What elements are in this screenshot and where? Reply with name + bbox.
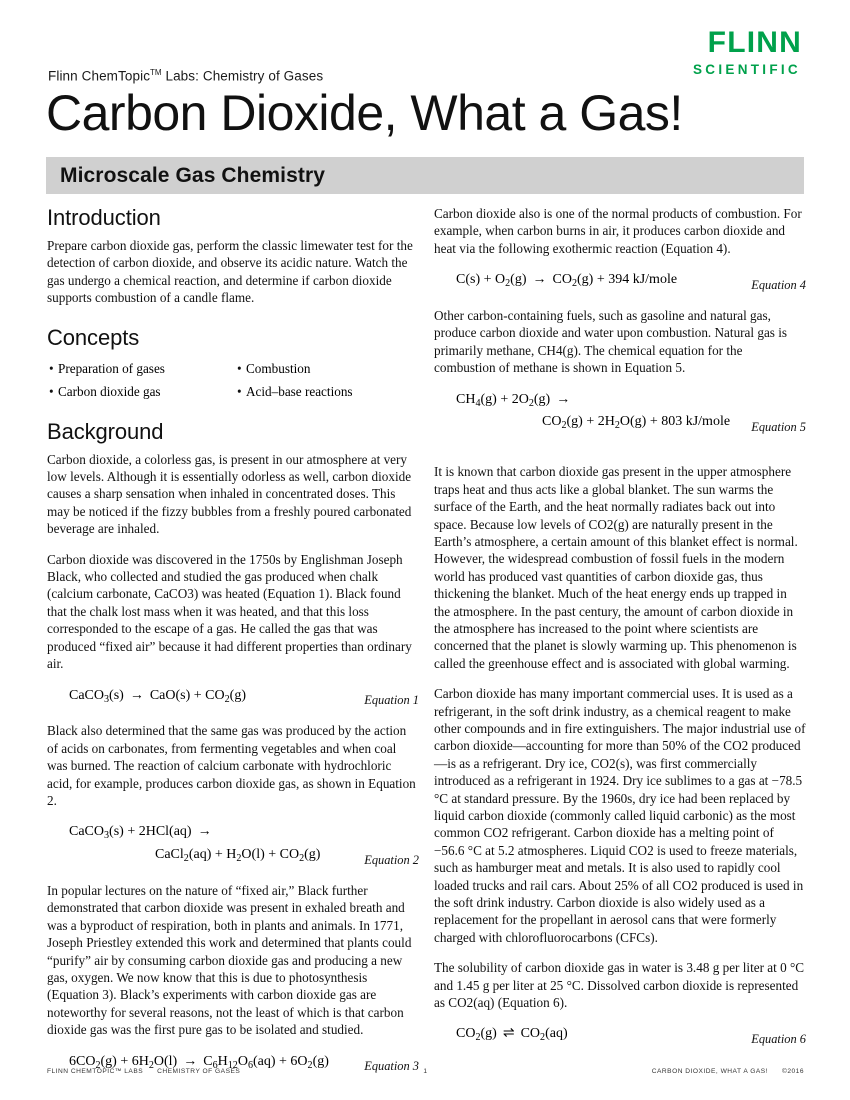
equation-5-label: Equation 5 <box>751 420 806 435</box>
equation-5-line-1 <box>434 390 806 413</box>
eq3-c: O(l) <box>153 1053 178 1069</box>
equation-1-label: Equation 1 <box>364 693 419 708</box>
equilibrium-arrow-icon: ⇌ <box>502 1026 515 1042</box>
eq3-h: (g) <box>312 1053 329 1069</box>
concept-label: Acid–base reactions <box>246 383 353 399</box>
equation-3-label: Equation 3 <box>364 1059 419 1074</box>
footer-series: FLINN CHEMTOPIC™ LABS <box>47 1068 144 1075</box>
trademark-mark: TM <box>150 68 162 77</box>
equation-2-line-1 <box>47 822 419 845</box>
background-paragraph-2: Carbon dioxide was discovered in the 1750s by Englishman Joseph Black, who collected and studied the gas produced when chalk (calcium carbonate, CaCO3) was heated (Equation 1). Black found that the chalk lost mass when it was heated, and that this loss corresponded to the escape of a gas. He called the gas that was produced “fixed air” because it had different properties than ordinary air. <box>47 551 412 672</box>
eq5-b: (g) + 2O <box>480 391 529 407</box>
reaction-arrow-icon: → <box>129 687 144 703</box>
eq1-b: (s) <box>109 687 124 703</box>
eq5-a: CH <box>456 391 476 407</box>
eq4-c: CO <box>552 272 572 288</box>
right-paragraph-3: It is known that carbon dioxide gas present in the upper atmosphere traps heat and thus acts like a global blanket. The sun warms the surface of the Earth, and the heat normally radiates back out into space. Because low levels of CO2(g) are naturally present in the Earth’s atmosphere, a certain amount of this blanket effect is normal. However, the widespread combustion of fossil fuels in the modern world has produced vast quantities of carbon dioxide gas, thus thickening the blanket. Much of the heat energy ends up trapped in the atmosphere. In the past century, the amount of carbon dioxide in the atmosphere has increased to the point where scientists are concerned that the planet is slowly warming up. This phenomenon is called the greenhouse effect and is associated with global warming. <box>434 464 798 671</box>
heading-background: Background <box>47 418 164 444</box>
bullet-glyph: • <box>237 383 242 399</box>
footer-page-number: 1 <box>423 1068 428 1075</box>
eq6-a: CO <box>456 1026 476 1042</box>
eq3-b: (g) + 6H <box>100 1053 149 1069</box>
concepts-list <box>47 357 419 401</box>
eq3-f-sub: 6 <box>247 1059 253 1071</box>
concept-item <box>237 357 353 380</box>
kicker-line <box>48 68 323 84</box>
eq4-b: (g) <box>510 272 527 288</box>
eq1-a-sub: 3 <box>104 693 110 705</box>
reaction-arrow-icon: → <box>532 272 547 288</box>
eq5-a-sub: 4 <box>475 397 481 409</box>
eq2-d-sub: 2 <box>236 852 242 864</box>
eq4-d: (g) + 394 kJ/mole <box>577 272 678 288</box>
concept-label: Combustion <box>246 360 311 376</box>
eq4-a-sub: 2 <box>505 278 511 290</box>
eq3-d-sub: 6 <box>212 1059 218 1071</box>
background-paragraph-3: Black also determined that the same gas was produced by the action of acids on carbonates, from fermenting vegetables and when coal was burned. The reaction of calcium carbonate with hydrochloric acid, for example, produces carbon dioxide gas, as shown in Equation 2. <box>47 723 416 808</box>
right-paragraph-1: Carbon dioxide also is one of the normal products of combustion. For example, when carbon burns in air, it produces carbon dioxide and heat via the following exothermic reaction (Equation 4). <box>434 206 802 256</box>
subtitle-label: Microscale Gas Chemistry <box>60 164 326 187</box>
footer-copyright: ©2016 <box>781 1068 804 1075</box>
eq2-a: CaCO <box>69 824 104 840</box>
concept-item <box>237 380 353 403</box>
eq2-c-sub: 2 <box>183 852 189 864</box>
eq1-c-sub: 2 <box>224 693 230 705</box>
footer-right <box>652 1068 804 1075</box>
bullet-glyph: • <box>237 360 242 376</box>
footer-left <box>47 1068 240 1075</box>
equation-5 <box>434 390 806 436</box>
eq3-d: C <box>203 1053 213 1069</box>
background-paragraph-1: Carbon dioxide, a colorless gas, is present in our atmosphere at very low levels. Although it is essentially odorless as well, carbon dioxide causes a sharp sensation when inhaled in concentrated doses. This may be noticed if the fizzy bubbles from a freshly poured carbonated beverage are inhaled. <box>47 451 412 537</box>
flinn-scientific-logo <box>693 28 802 77</box>
eq6-b: (g) <box>480 1026 497 1042</box>
kicker-before: Flinn ChemTopic <box>48 68 151 84</box>
eq5-d-sub: 2 <box>561 420 567 432</box>
eq5-c: (g) <box>533 391 551 407</box>
concept-label: Preparation of gases <box>58 360 165 376</box>
eq2-b: (s) + 2HCl(aq) <box>109 824 192 840</box>
background-paragraph-4: In popular lectures on the nature of “fixed air,” Black further demonstrated that carbon dioxide was present in exhaled breath and was a byproduct of respiration, both in plants and animals. In 1771, Joseph Priestley extended this work and determined that plants could “purify” air by consuming carbon dioxide gas and producing a new gas, oxygen. We now know that this is due to photosynthesis (Equation 3). Black’s experiments with carbon dioxide gas are noteworthy for several reasons, not the least of which is that carbon dioxide gas was the first pure gas to be isolated and studied. <box>47 882 412 1038</box>
equation-4 <box>434 270 806 293</box>
eq6-d: (aq) <box>545 1026 568 1042</box>
eq1-d: (g) <box>229 687 246 703</box>
kicker-after: Labs: Chemistry of Gases <box>165 68 324 84</box>
reaction-arrow-icon: → <box>197 824 212 840</box>
equation-1 <box>47 686 419 709</box>
footer-topic: CHEMISTRY OF GASES <box>157 1068 241 1075</box>
eq1-c: CaO(s) + CO <box>149 687 225 703</box>
eq3-a-sub: 2 <box>95 1059 101 1071</box>
equation-2-label: Equation 2 <box>364 852 419 867</box>
eq3-g: (aq) + 6O <box>252 1053 308 1069</box>
eq4-c-sub: 2 <box>571 278 577 290</box>
eq2-e: O(l) + CO <box>241 847 300 863</box>
eq1-a: CaCO <box>69 687 104 703</box>
heading-introduction: Introduction <box>47 205 161 230</box>
eq3-b-sub: 2 <box>148 1059 154 1071</box>
eq2-e-sub: 2 <box>299 852 305 864</box>
eq3-e-sub: 12 <box>227 1059 238 1071</box>
right-paragraph-5: The solubility of carbon dioxide gas in water is 3.48 g per liter at 0 °C and 1.45 g per liter at 25 °C. Dissolved carbon dioxide is represented as CO2(aq) (Equation 6). <box>434 960 805 1011</box>
reaction-arrow-icon: → <box>183 1053 198 1069</box>
right-column <box>434 205 806 1061</box>
eq6-c-sub: 2 <box>540 1032 546 1044</box>
bullet-glyph: • <box>49 360 54 376</box>
eq2-f: (g) <box>304 847 321 863</box>
eq3-e: H <box>217 1053 228 1069</box>
reaction-arrow-icon: → <box>556 391 571 407</box>
eq2-c: CaCl <box>155 847 184 863</box>
footer-activity-title: CARBON DIOXIDE, WHAT A GAS! <box>651 1068 768 1075</box>
introduction-paragraph: Prepare carbon dioxide gas, perform the classic limewater test for the detection of carbon dioxide, and observe its acidic nature. Watch the gas undergo a chemical reaction, and determine if carbon dioxide supports combustion of a candle flame. <box>47 238 413 306</box>
eq3-f: O <box>237 1053 248 1069</box>
concepts-column-2 <box>237 357 353 403</box>
subtitle-banner <box>46 157 804 194</box>
concept-item <box>49 357 165 380</box>
page-header <box>48 28 802 148</box>
eq5-e-sub: 2 <box>614 420 620 432</box>
concept-label: Carbon dioxide gas <box>58 383 161 399</box>
equation-4-label: Equation 4 <box>751 278 806 293</box>
page-title: Carbon Dioxide, What a Gas! <box>46 85 683 141</box>
page-footer <box>47 1068 804 1082</box>
equation-6 <box>434 1024 806 1047</box>
concepts-column-1 <box>49 357 165 403</box>
eq5-e: (g) + 2H <box>566 414 615 430</box>
eq3-g-sub: 2 <box>307 1059 313 1071</box>
eq6-c: CO <box>520 1026 541 1042</box>
eq6-a-sub: 2 <box>475 1032 481 1044</box>
logo-wordmark: FLINN <box>707 26 802 59</box>
equation-2 <box>47 822 419 868</box>
right-paragraph-4: Carbon dioxide has many important commercial uses. It is used as a refrigerant, in the soft drink industry, as a chemical reagent to make other compounds and in fire extinguishers. The major industrial use of carbon dioxide—accounting for more than 50% of the CO2 produced—is as a refrigerant. Dry ice, CO2(s), was first commercially introduced as a refrigerant in 1924. Dry ice sublimes to a gas at −78.5 °C at standard pressure. By the 1960s, dry ice had been replaced by liquid carbon dioxide (commonly called liquid carbonic) as the most common CO2 refrigerant. Carbon dioxide has a melting point of −56.6 °C at 5.2 atmospheres. Liquid CO2 is used to freeze materials, such as hamburger meat and metals. It is also used to rapidly cool loaded trucks and rail cars. About 25% of all CO2 produced is used in the soft drink industry. Carbon dioxide is also widely used as a replacement for the propellant in aerosol cans that were formerly charged with chlorofluorocarbons (CFCs). <box>434 686 806 945</box>
logo-subtext: SCIENTIFIC <box>692 62 801 77</box>
eq5-b-sub: 2 <box>528 397 534 409</box>
bullet-glyph: • <box>49 383 54 399</box>
concept-item <box>49 380 165 403</box>
right-paragraph-2: Other carbon-containing fuels, such as gasoline and natural gas, produce carbon dioxide and water upon combustion. Natural gas is primarily methane, CH4(g). The chemical equation for the combustion of methane is shown in Equation 5. <box>434 308 788 376</box>
eq5-f: O(g) + 803 kJ/mole <box>619 414 731 430</box>
heading-concepts: Concepts <box>47 324 140 350</box>
eq5-d: CO <box>542 414 562 430</box>
equation-6-label: Equation 6 <box>751 1032 806 1047</box>
eq3-a: 6CO <box>69 1053 96 1069</box>
eq2-a-sub: 3 <box>104 830 110 842</box>
eq2-d: (aq) + H <box>188 847 237 863</box>
left-column <box>47 205 419 1088</box>
eq4-a: C(s) + O <box>456 272 506 288</box>
